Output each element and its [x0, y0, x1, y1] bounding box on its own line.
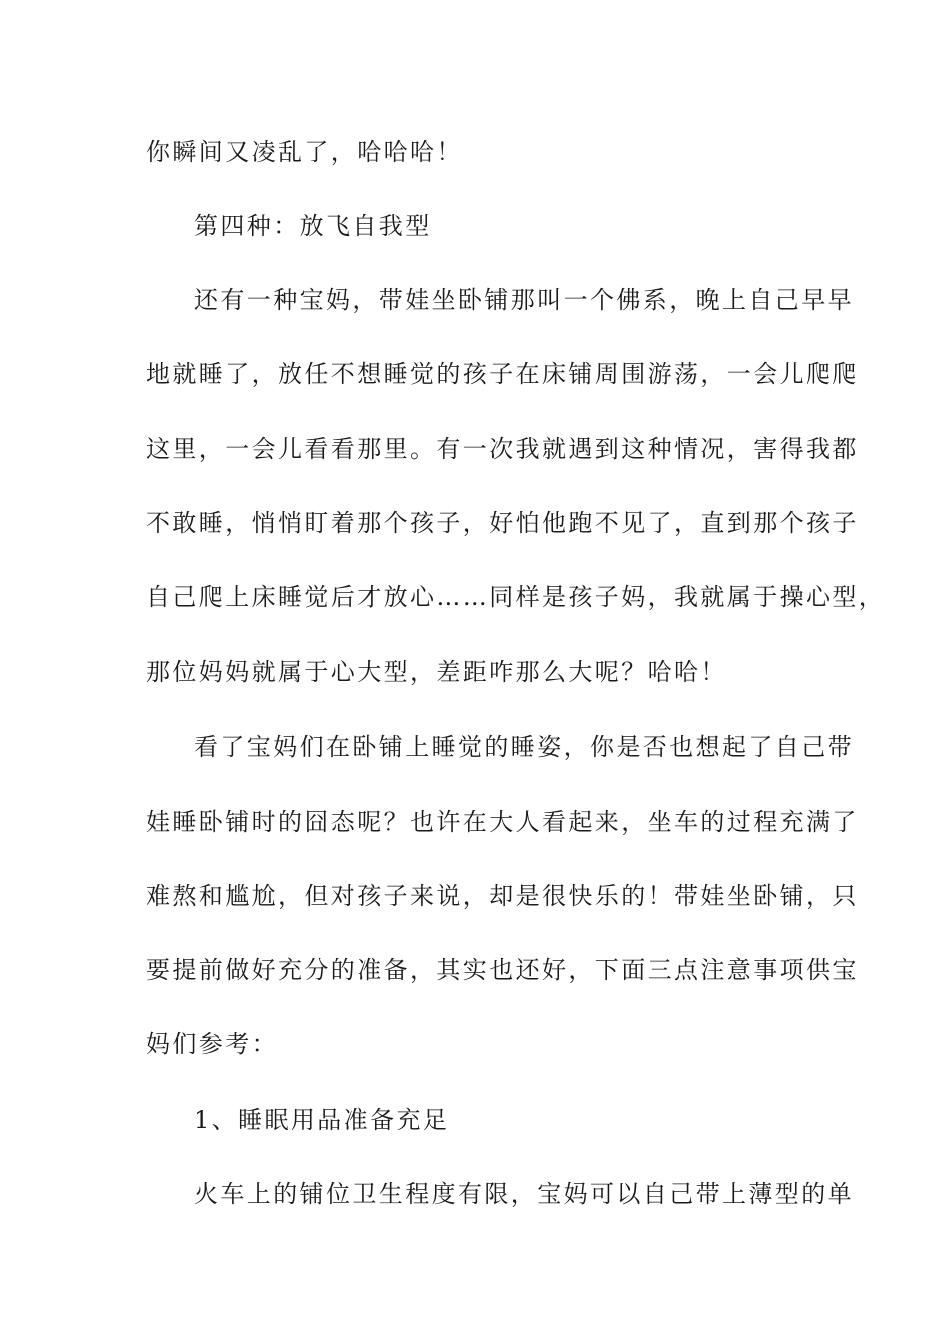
- section-heading: 1、睡眠用品准备充足: [194, 1106, 450, 1134]
- paragraph-line: 娃睡卧铺时的囧态呢？也许在大人看起来，坐车的过程充满了: [146, 808, 859, 836]
- paragraph-line: 难熬和尴尬，但对孩子来说，却是很快乐的！带娃坐卧铺，只: [146, 882, 859, 910]
- paragraph-line: 看了宝妈们在卧铺上睡觉的睡姿，你是否也想起了自己带: [194, 733, 854, 761]
- paragraph-line: 你瞬间又凌乱了，哈哈哈！: [146, 138, 463, 166]
- paragraph-line: 不敢睡，悄悄盯着那个孩子，好怕他跑不见了，直到那个孩子: [146, 509, 859, 537]
- paragraph-line: 自己爬上床睡觉后才放心……同样是孩子妈，我就属于操心型，: [146, 583, 886, 611]
- paragraph-line: 火车上的铺位卫生程度有限，宝妈可以自己带上薄型的单: [194, 1180, 854, 1208]
- paragraph-line: 这里，一会儿看看那里。有一次我就遇到这种情况，害得我都: [146, 435, 859, 463]
- paragraph-line: 地就睡了，放任不想睡觉的孩子在床铺周围游荡，一会儿爬爬: [146, 360, 859, 388]
- paragraph-line: 妈们参考：: [146, 1030, 278, 1058]
- paragraph-line: 要提前做好充分的准备，其实也还好，下面三点注意事项供宝: [146, 956, 859, 984]
- paragraph-line: 那位妈妈就属于心大型，差距咋那么大呢？哈哈！: [146, 658, 727, 686]
- section-heading: 第四种：放飞自我型: [194, 212, 432, 240]
- paragraph-line: 还有一种宝妈，带娃坐卧铺那叫一个佛系，晚上自己早早: [194, 286, 854, 314]
